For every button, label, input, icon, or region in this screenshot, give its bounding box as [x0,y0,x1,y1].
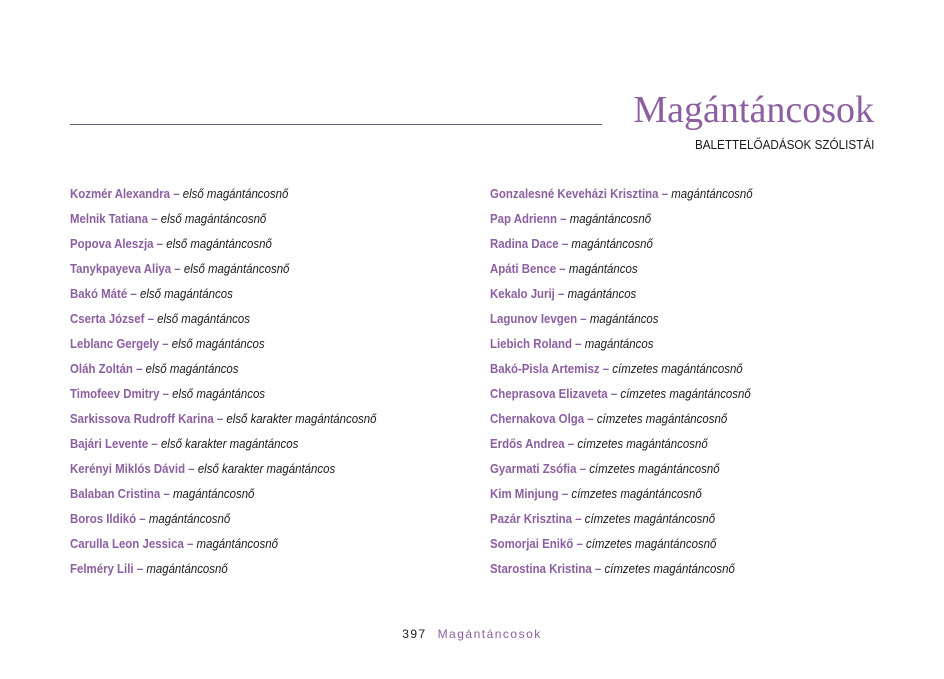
soloist-entry [70,459,422,484]
soloist-role: első magántáncos [172,386,266,401]
entry-separator: – [573,536,587,551]
entry-separator: – [591,561,605,576]
soloist-entry [490,359,842,384]
soloist-entry [70,209,422,234]
soloist-role: magántáncosnő [571,236,653,251]
soloist-entry [490,209,842,234]
soloist-role: első magántáncos [171,336,265,351]
soloist-role: első karakter magántáncosnő [226,411,377,426]
entry-separator: – [576,461,590,476]
entry-separator: – [564,436,578,451]
soloist-entry [490,259,842,284]
soloist-role: címzetes magántáncosnő [604,561,735,576]
soloist-role: első magántáncosnő [182,186,289,201]
entry-separator: – [153,236,167,251]
soloist-entry [70,359,422,384]
page-footer [0,626,944,642]
soloist-entry [490,309,842,334]
soloist-entry [490,409,842,434]
soloist-name: Bajári Levente [70,436,149,451]
soloist-name: Melnik Tatiana [70,211,148,226]
soloist-entry [490,384,842,409]
soloist-entry [70,409,422,434]
soloist-role: első magántáncosnő [183,261,290,276]
soloist-entry [490,534,842,559]
page-number: 397 [402,627,427,641]
soloist-entry [70,559,422,584]
soloist-name: Lagunov Ievgen [490,311,578,326]
soloist-role: magántáncosnő [148,511,231,526]
entry-separator: – [556,211,570,226]
soloist-name: Chernakova Olga [490,411,585,426]
soloist-name: Cserta József [70,311,145,326]
soloist-name: Radina Dace [490,236,559,251]
soloist-entry [70,184,422,209]
entry-separator: – [571,336,585,351]
header-rule [70,124,602,125]
soloist-entry [490,334,842,359]
page-subtitle: BALETTELŐADÁSOK SZÓLISTÁI [694,137,874,152]
soloist-entry [490,509,842,534]
soloist-entry [490,559,842,584]
soloist-role: címzetes magántáncosnő [589,461,720,476]
soloist-entry [70,284,422,309]
entry-separator: – [136,511,149,526]
entry-separator: – [607,386,621,401]
soloist-name: Oláh Zoltán [70,361,133,376]
entry-separator: – [556,261,569,276]
soloist-name: Cheprasova Elizaveta [490,386,608,401]
soloist-entry [490,234,842,259]
soloist-role: címzetes magántáncosnő [577,436,708,451]
soloist-entry [70,534,422,559]
soloist-entry [70,384,422,409]
entry-separator: – [171,261,184,276]
soloist-name: Balaban Cristina [70,486,161,501]
entry-separator: – [159,336,172,351]
entry-separator: – [147,211,161,226]
soloist-entry [70,334,422,359]
soloist-role: címzetes magántáncosnő [586,536,717,551]
entry-separator: – [133,561,147,576]
entry-separator: – [160,486,174,501]
soloist-role: magántáncos [589,311,659,326]
soloist-name: Starostina Kristina [490,561,592,576]
soloist-entry [70,509,422,534]
soloist-role: magántáncos [568,261,638,276]
soloist-list-right [490,184,890,584]
soloist-name: Pazár Krisztina [490,511,573,526]
soloist-name: Popova Aleszja [70,236,154,251]
soloist-entry [490,284,842,309]
entry-separator: – [599,361,613,376]
entry-separator: – [170,186,183,201]
soloist-entry [70,309,422,334]
soloist-name: Pap Adrienn [490,211,557,226]
entry-separator: – [127,286,140,301]
soloist-role: magántáncos [584,336,654,351]
soloist-name: Gonzalesné Keveházi Krisztina [490,186,659,201]
entry-separator: – [572,511,585,526]
soloist-list-left [70,184,470,584]
soloist-name: Felméry Lili [70,561,134,576]
soloist-entry [490,484,842,509]
soloist-entry [490,184,842,209]
soloist-role: címzetes magántáncosnő [584,511,716,526]
soloist-name: Somorjai Enikő [490,536,574,551]
soloist-name: Timofeev Dmitry [70,386,160,401]
entry-separator: – [185,461,198,476]
soloist-name: Carulla Leon Jessica [70,536,184,551]
soloist-name: Apáti Bence [490,261,557,276]
soloist-entry [70,259,422,284]
page-title: Magántáncosok [633,89,874,131]
soloist-role: magántáncosnő [146,561,228,576]
soloist-name: Kozmér Alexandra [70,186,171,201]
soloist-name: Kerényi Miklós Dávid [70,461,186,476]
soloist-name: Bakó-Pisla Artemisz [490,361,600,376]
soloist-entry [490,434,842,459]
entry-separator: – [658,186,672,201]
soloist-entry [70,234,422,259]
soloist-role: első magántáncos [139,286,233,301]
soloist-role: címzetes magántáncosnő [620,386,751,401]
entry-separator: – [558,236,572,251]
soloist-role: első karakter magántáncos [160,436,299,451]
entry-separator: – [584,411,597,426]
soloist-role: címzetes magántáncosnő [571,486,702,501]
soloist-role: első karakter magántáncos [197,461,336,476]
soloist-role: első magántáncosnő [160,211,267,226]
entry-separator: – [132,361,146,376]
entry-separator: – [148,436,161,451]
soloist-name: Kim Minjung [490,486,559,501]
entry-separator: – [183,536,197,551]
soloist-role: magántáncos [567,286,637,301]
soloist-name: Sarkissova Rudroff Karina [70,411,214,426]
entry-separator: – [554,286,568,301]
soloist-name: Boros Ildikó [70,511,137,526]
soloist-name: Leblanc Gergely [70,336,160,351]
soloist-role: magántáncosnő [569,211,652,226]
soloist-role: magántáncosnő [671,186,753,201]
soloist-entry [70,434,422,459]
soloist-name: Gyarmati Zsófia [490,461,577,476]
soloist-entry [490,459,842,484]
soloist-role: címzetes magántáncosnő [612,361,743,376]
soloist-entry [70,484,422,509]
soloist-name: Kekalo Jurij [490,286,555,301]
soloist-role: első magántáncosnő [166,236,272,251]
soloist-name: Erdős Andrea [490,436,565,451]
footer-title: Magántáncosok [437,627,542,641]
entry-separator: – [144,311,158,326]
soloist-role: első magántáncos [145,361,239,376]
soloist-name: Bakó Máté [70,286,128,301]
entry-separator: – [159,386,173,401]
soloist-name: Liebich Roland [490,336,572,351]
soloist-role: magántáncosnő [173,486,255,501]
soloist-role: címzetes magántáncosnő [596,411,728,426]
soloist-name: Tanykpayeva Aliya [70,261,172,276]
soloist-role: magántáncosnő [196,536,278,551]
entry-separator: – [577,311,590,326]
entry-separator: – [213,411,227,426]
entry-separator: – [558,486,572,501]
soloist-role: első magántáncos [157,311,250,326]
